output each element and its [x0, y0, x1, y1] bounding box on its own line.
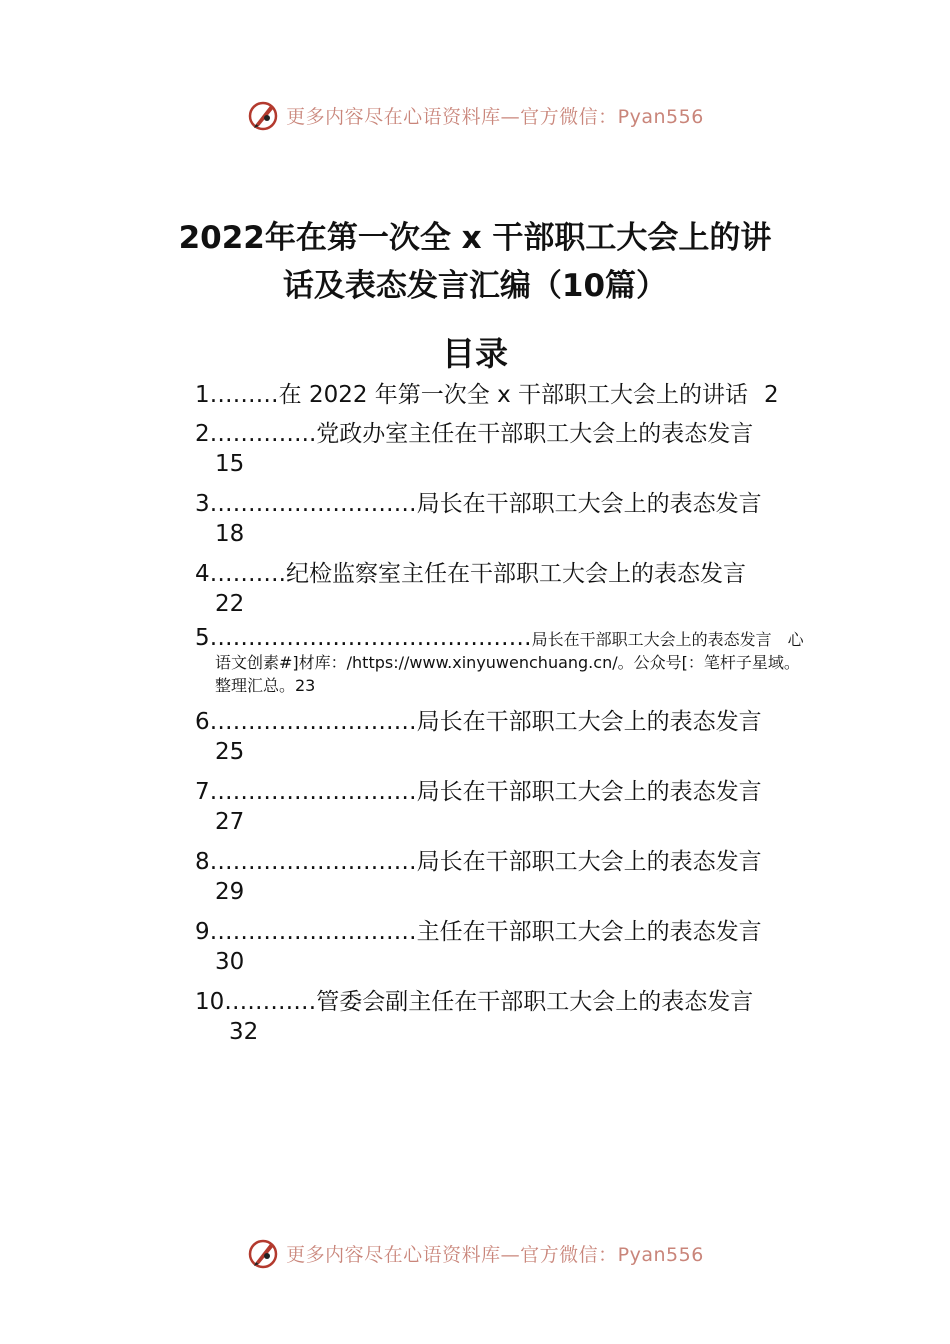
toc-page-number: 32 — [229, 1019, 259, 1045]
toc-entry-title: 10…………管委会副主任在干部职工大会上的表态发言 — [195, 989, 754, 1015]
toc-entry-continuation: 语文创素#]材库：/https://www.xinyuwenchuang.cn/。公众号[：笔杆子星域。 — [215, 653, 800, 672]
toc-entry-continuation-2: 整理汇总。23 — [215, 676, 316, 695]
watermark-text: 更多内容尽在心语资料库—官方微信：Pyan556 — [286, 105, 704, 128]
toc-page-number: 29 — [215, 879, 245, 905]
toc-entry-5[interactable] — [195, 627, 855, 697]
toc-entry-title: 2…………..党政办室主任在干部职工大会上的表态发言 — [195, 421, 754, 447]
toc-entry-6[interactable] — [195, 707, 855, 767]
toc-page-number: 18 — [215, 521, 245, 547]
toc-heading: 目录 — [442, 334, 508, 373]
footer-watermark — [0, 1233, 950, 1273]
toc-page-number: 25 — [215, 739, 245, 765]
header-watermark — [0, 95, 950, 135]
toc-entry-title: 8………………………局长在干部职工大会上的表态发言 — [195, 849, 762, 875]
toc-entry-4[interactable] — [195, 559, 855, 619]
toc-entry-title: 7………………………局长在干部职工大会上的表态发言 — [195, 779, 762, 805]
toc-entry-2[interactable] — [195, 419, 855, 479]
document-title — [120, 214, 830, 310]
toc-entry-title: 6………………………局长在干部职工大会上的表态发言 — [195, 709, 762, 735]
toc-entry-title: 局长在干部职工大会上的表态发言 心 — [531, 630, 804, 649]
toc-page-number: 27 — [215, 809, 245, 835]
watermark-text: 更多内容尽在心语资料库—官方微信：Pyan556 — [286, 1243, 704, 1266]
wechat-id: Pyan556 — [617, 105, 704, 128]
toc-page-number: 15 — [215, 451, 245, 477]
toc-entry-1[interactable] — [195, 380, 855, 410]
pen-circle-logo-icon — [246, 98, 280, 132]
toc-page-number: 30 — [215, 949, 245, 975]
table-of-contents — [195, 380, 855, 1047]
title-line-1: 2022年在第一次全 x 干部职工大会上的讲 — [178, 220, 772, 256]
title-line-2: 话及表态发言汇编（10篇） — [282, 268, 668, 304]
toc-entry-8[interactable] — [195, 847, 855, 907]
toc-entry-10[interactable] — [195, 987, 855, 1047]
toc-page-number: 2 — [764, 382, 779, 408]
toc-entry-9[interactable] — [195, 917, 855, 977]
toc-entry-3[interactable] — [195, 489, 855, 549]
toc-entry-title: 3………………………局长在干部职工大会上的表态发言 — [195, 491, 762, 517]
toc-entry-title: 1………在 2022 年第一次全 x 干部职工大会上的讲话 — [195, 382, 749, 408]
toc-entry-7[interactable] — [195, 777, 855, 837]
toc-entry-title: 4……….纪检监察室主任在干部职工大会上的表态发言 — [195, 561, 746, 587]
toc-entry-dots: 5…………………………………… — [195, 625, 532, 651]
pen-circle-logo-icon — [246, 1236, 280, 1270]
toc-page-number: 22 — [215, 591, 245, 617]
toc-entry-title: 9………………………主任在干部职工大会上的表态发言 — [195, 919, 762, 945]
wechat-id: Pyan556 — [617, 1243, 704, 1266]
